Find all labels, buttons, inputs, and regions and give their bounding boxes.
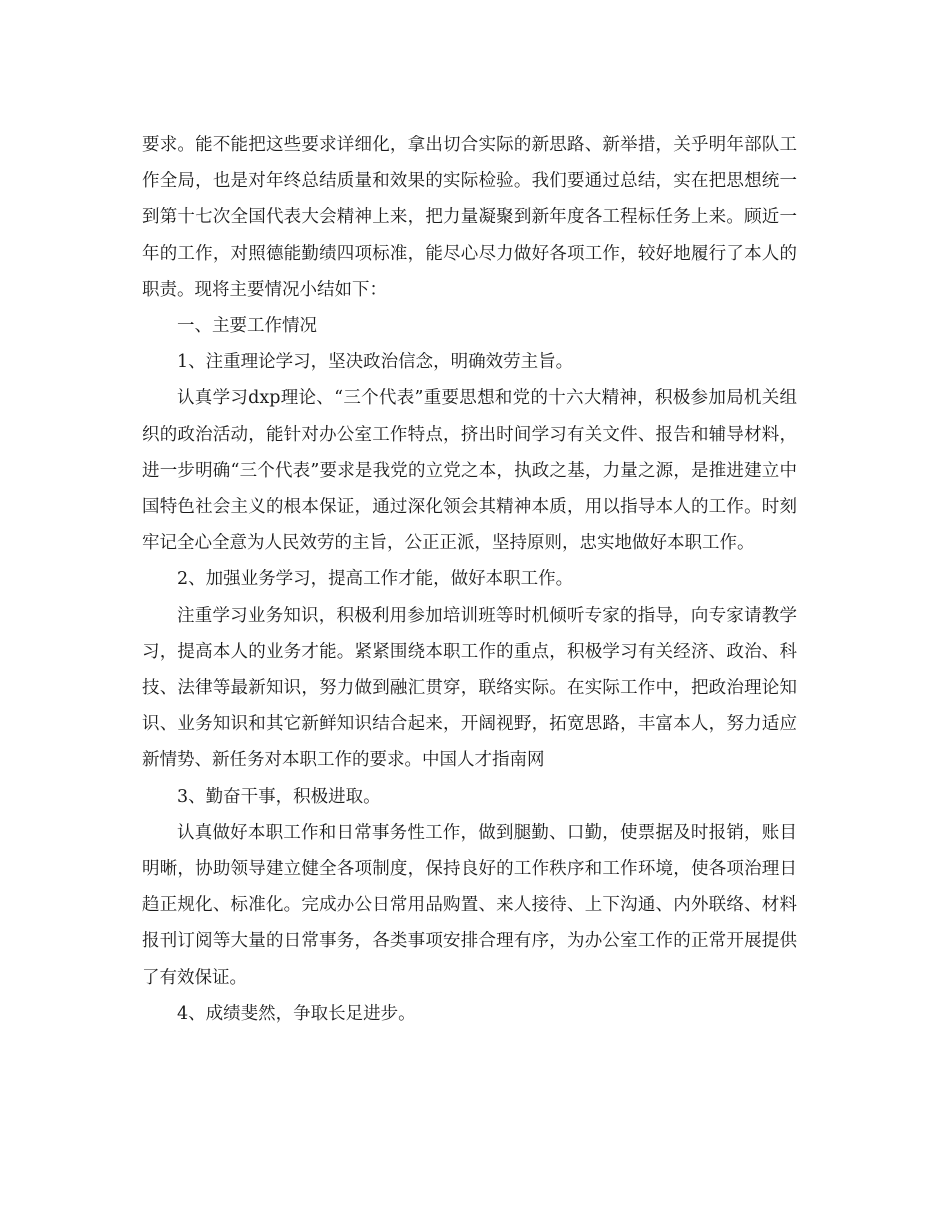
subheading-achievements: 4、成绩斐然，争取长足进步。 bbox=[177, 1003, 416, 1024]
document-body bbox=[142, 127, 797, 1032]
subheading-business-study: 2、加强业务学习，提高工作才能，做好本职工作。 bbox=[177, 569, 574, 590]
paragraph-theory-study: 认真学习dxp理论、“三个代表”重要思想和党的十六大精神，积极参加局机关组织的政治活动，能针对办公室工作特点，挤出时间学习有关文件、报告和辅导材料，进一步明确“三个代表”要求是我党的立党之本，执政之基，力量之源，是推进建立中国特色社会主义的根本保证，通过深化领会其精神本质，用以指导本人的工作。时刻牢记全心全意为人民效劳的主旨，公正正派，坚持原则，忠实地做好本职工作。 bbox=[142, 388, 797, 554]
paragraph-diligent-work: 认真做好本职工作和日常事务性工作，做到腿勤、口勤，使票据及时报销，账目明晰，协助领导建立健全各项制度，保持良好的工作秩序和工作环境，使各项治理日趋正规化、标准化。完成办公日常用品购置、来人接待、上下沟通、内外联络、材料报刊订阅等大量的日常事务，各类事项安排合理有序，为办公室工作的正常开展提供了有效保证。 bbox=[142, 822, 797, 988]
subheading-diligent-work: 3、勤奋干事，积极进取。 bbox=[177, 786, 381, 807]
section-heading-main-work: 一、主要工作情况 bbox=[177, 316, 317, 337]
paragraph-business-study: 注重学习业务知识，积极利用参加培训班等时机倾听专家的指导，向专家请教学习，提高本人的业务才能。紧紧围绕本职工作的重点，积极学习有关经济、政治、科技、法律等最新知识，努力做到融汇贯穿，联络实际。在实际工作中，把政治理论知识、业务知识和其它新鲜知识结合起来，开阔视野，拓宽思路，丰富本人，努力适应新情势、新任务对本职工作的要求。中国人才指南网 bbox=[142, 605, 797, 771]
subheading-theory-study: 1、注重理论学习，坚决政治信念，明确效劳主旨。 bbox=[177, 352, 574, 373]
paragraph-intro: 要求。能不能把这些要求详细化，拿出切合实际的新思路、新举措，关乎明年部队工作全局，也是对年终总结质量和效果的实际检验。我们要通过总结，实在把思想统一到第十七次全国代表大会精神上来，把力量凝聚到新年度各工程标任务上来。顾近一年的工作，对照德能勤绩四项标准，能尽心尽力做好各项工作，较好地履行了本人的职责。现将主要情况小结如下： bbox=[142, 135, 797, 300]
